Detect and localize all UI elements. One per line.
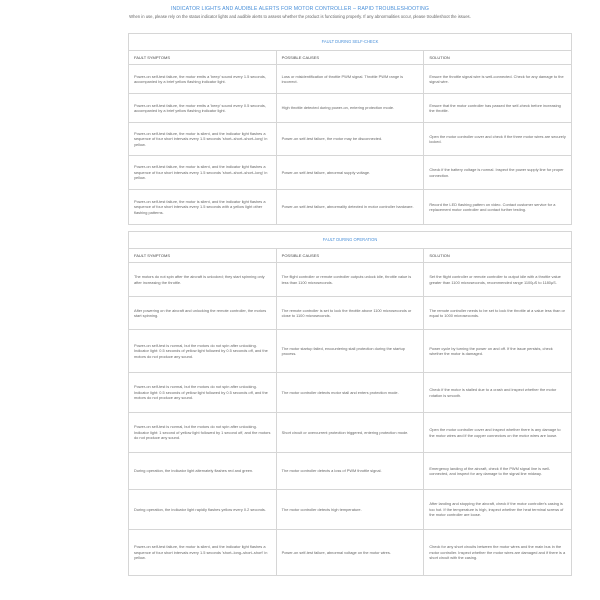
table-row bbox=[129, 490, 572, 530]
cause-cell: Power-on self-test failure, the motor may be disconnected. bbox=[276, 123, 424, 156]
table-row bbox=[129, 330, 572, 373]
symptom-cell: During operation, the indicator light alternately flashes red and green. bbox=[129, 453, 277, 490]
symptom-cell: Power-on self-test failure, the motor is silent, and the indicator light flashes a sequence of four short intervals every 1.5 seconds 'short–long–short–short' in yellow. bbox=[129, 530, 277, 576]
col-header-causes: POSSIBLE CAUSES bbox=[276, 51, 424, 65]
solution-cell: Check if the motor is stalled due to a crash and inspect whether the motor rotation is smooth. bbox=[424, 373, 572, 413]
solution-cell: The remote controller needs to be set to lock the throttle at a value less than or equal to 1000 microseconds. bbox=[424, 297, 572, 330]
page-title: INDICATOR LIGHTS AND AUDIBLE ALERTS FOR MOTOR CONTROLLER – RAPID TROUBLESHOOTING bbox=[170, 6, 429, 12]
col-header-solution: SOLUTION bbox=[424, 249, 572, 263]
section-header-row bbox=[129, 34, 572, 51]
cause-cell: The flight controller or remote controller outputs unlock idle, throttle value is less than 1100 microseconds. bbox=[276, 263, 424, 297]
cause-cell: Power-on self-test failure, abnormal supply voltage. bbox=[276, 156, 424, 190]
cause-cell: Short circuit or overcurrent protection triggered, entering protection mode. bbox=[276, 413, 424, 453]
solution-cell: Open the motor controller cover and check if the three motor wires are securely locked. bbox=[424, 123, 572, 156]
table-row bbox=[129, 453, 572, 490]
table-row bbox=[129, 94, 572, 123]
cause-cell: The motor controller detects high temperature. bbox=[276, 490, 424, 530]
col-header-symptoms: FAULT SYMPTOMS bbox=[129, 51, 277, 65]
solution-cell: Set the flight controller or remote controller to output idle with a throttle value greater than 1100 microseconds, recommended range 1100μS to 1180μS. bbox=[424, 263, 572, 297]
section-title: FAULT DURING SELF-CHECK bbox=[129, 34, 572, 51]
symptom-cell: The motors do not spin after the aircraft is unlocked; they start spinning only after increasing the throttle. bbox=[129, 263, 277, 297]
solution-cell: Record the LED flashing pattern on video. Contact customer service for a replacement motor controller and contact further testing. bbox=[424, 190, 572, 225]
operation-table bbox=[128, 231, 572, 576]
self-check-table bbox=[128, 33, 572, 225]
symptom-cell: Power-on self-test failure, the motor emits a 'beep' sound every 0.5 seconds, accompanied by a brief yellow flashing indicator light. bbox=[129, 94, 277, 123]
symptom-cell: Power-on self-test failure, the motor is silent, and the indicator light flashes a sequence of four short intervals every 1.5 seconds 'short–short–short–long' in yellow. bbox=[129, 156, 277, 190]
table-row bbox=[129, 373, 572, 413]
intro-text: When in use, please rely on the status indicator lights and audible alerts to assess whether the product is functioning properly. If any abnormalities occur, please troubleshoot the issues. bbox=[129, 14, 471, 19]
solution-cell: Open the motor controller cover and inspect whether there is any damage to the motor wires and if the copper connectors on the motor wires are loose. bbox=[424, 413, 572, 453]
cause-cell: Power-on self-test failure, abnormality detected in motor controller hardware. bbox=[276, 190, 424, 225]
cause-cell: The motor startup failed, encountering stall protection during the startup process. bbox=[276, 330, 424, 373]
symptom-cell: Power-on self-test failure, the motor is silent, and the indicator light flashes a sequence of four short intervals every 1.5 seconds with a yellow light other flashing patterns. bbox=[129, 190, 277, 225]
table-row bbox=[129, 413, 572, 453]
symptom-cell: Power-on self-test is normal, but the motors do not spin after unlocking. Indicator light: 1 second of yellow light followed by 1 second off, and the motors do not produce any sound. bbox=[129, 413, 277, 453]
cause-cell: Loss or misidentification of throttle PWM signal. Throttle PWM range is incorrect. bbox=[276, 65, 424, 94]
table-row bbox=[129, 65, 572, 94]
cause-cell: Power-on self-test failure, abnormal voltage on the motor wires. bbox=[276, 530, 424, 576]
symptom-cell: Power-on self-test is normal, but the motors do not spin after unlocking. Indicator light: 0.5 seconds of yellow light followed by 0.5 seconds off, and the motors do not produce any sound. bbox=[129, 330, 277, 373]
cause-cell: The motor controller detects motor stall and enters protection mode. bbox=[276, 373, 424, 413]
solution-cell: Ensure that the motor controller has passed the self-check before increasing the throttle. bbox=[424, 94, 572, 123]
symptom-cell: Power-on self-test is normal, but the motors do not spin after unlocking. Indicator light: 0.5 seconds of yellow light followed by 0.5 seconds off, and the motors do not produce any sound. bbox=[129, 373, 277, 413]
col-header-symptoms: FAULT SYMPTOMS bbox=[129, 249, 277, 263]
table-row bbox=[129, 530, 572, 576]
symptom-cell: Power-on self-test failure, the motor emits a 'beep' sound every 1.5 seconds, accompanied by a brief yellow flashing indicator light. bbox=[129, 65, 277, 94]
solution-cell: Check for any short circuits between the motor wires and the main bus in the motor controller. Inspect whether the motor wires are damaged and if there is a short circuit with the casing. bbox=[424, 530, 572, 576]
table-row bbox=[129, 263, 572, 297]
solution-cell: Emergency landing of the aircraft, check if the PWM signal line is well-connected, and inspect for any damage to the signal line midway. bbox=[424, 453, 572, 490]
column-header-row bbox=[129, 249, 572, 263]
table-row bbox=[129, 156, 572, 190]
column-header-row bbox=[129, 51, 572, 65]
section-title: FAULT DURING OPERATION bbox=[129, 232, 572, 249]
table-row bbox=[129, 297, 572, 330]
cause-cell: The remote controller is set to lock the throttle above 1100 microseconds or close to 1100 microseconds. bbox=[276, 297, 424, 330]
col-header-causes: POSSIBLE CAUSES bbox=[276, 249, 424, 263]
symptom-cell: Power-on self-test failure, the motor is silent, and the indicator light flashes a sequence of four short intervals every 1.5 seconds 'short–short–short–long' in yellow. bbox=[129, 123, 277, 156]
symptom-cell: During operation, the indicator light rapidly flashes yellow every 0.2 seconds. bbox=[129, 490, 277, 530]
solution-cell: Power cycle by turning the power on and off. If the issue persists, check whether the motor is damaged. bbox=[424, 330, 572, 373]
cause-cell: High throttle detected during power-on, entering protection mode. bbox=[276, 94, 424, 123]
solution-cell: After landing and stopping the aircraft, check if the motor controller's casing is too hot. If the temperature is high, inspect whether the heat terminal screws of the motor controller are loose. bbox=[424, 490, 572, 530]
symptom-cell: After powering on the aircraft and unlocking the remote controller, the motors start spinning. bbox=[129, 297, 277, 330]
solution-cell: Ensure the throttle signal wire is well-connected. Check for any damage to the signal wire. bbox=[424, 65, 572, 94]
col-header-solution: SOLUTION bbox=[424, 51, 572, 65]
solution-cell: Check if the battery voltage is normal. Inspect the power supply line for proper connection. bbox=[424, 156, 572, 190]
table-row bbox=[129, 123, 572, 156]
cause-cell: The motor controller detects a loss of PWM throttle signal. bbox=[276, 453, 424, 490]
section-header-row bbox=[129, 232, 572, 249]
table-row bbox=[129, 190, 572, 225]
